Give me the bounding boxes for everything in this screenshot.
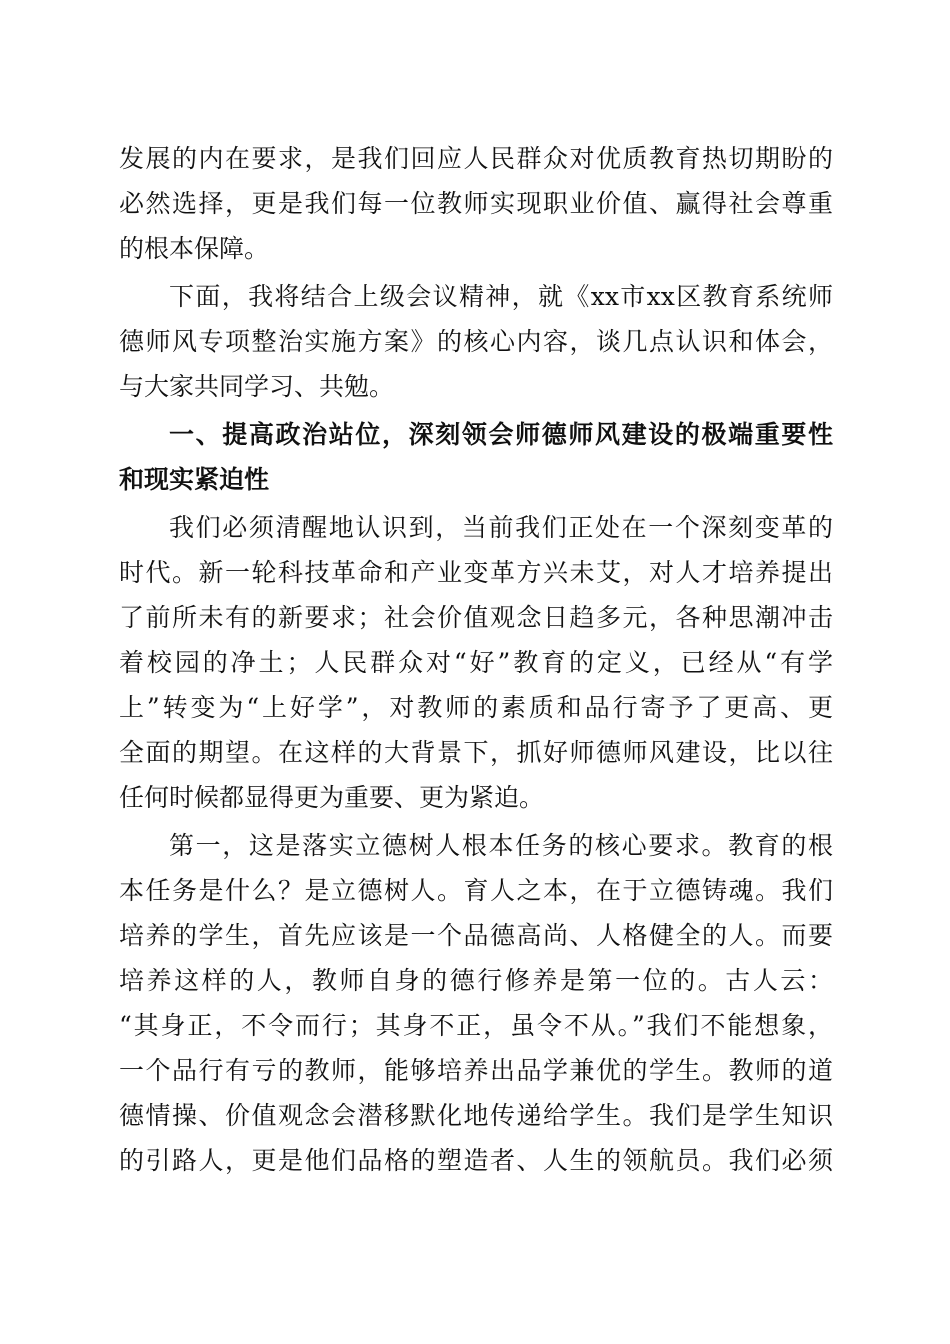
paragraph-line: 必然选择，更是我们每一位教师实现职业价值、赢得社会尊重 — [119, 189, 833, 218]
paragraph-line: “其身正，不令而行；其身不正，虽令不从。”我们不能想象， — [119, 1011, 833, 1040]
paragraph-line: 上”转变为“上好学”，对教师的素质和品行寄予了更高、更 — [119, 693, 833, 722]
paragraph-line: 全面的期望。在这样的大背景下，抓好师德师风建设，比以往 — [119, 738, 833, 767]
paragraph-line: 的根本保障。 — [119, 234, 270, 263]
paragraph-line: 下面，我将结合上级会议精神，就《xx市xx区教育系统师 — [169, 282, 833, 311]
paragraph-line: 任何时候都显得更为重要、更为紧迫。 — [119, 783, 545, 812]
paragraph-line: 一个品行有亏的教师，能够培养出品学兼优的学生。教师的道 — [119, 1056, 833, 1085]
paragraph-line: 时代。新一轮科技革命和产业变革方兴未艾，对人才培养提出 — [119, 558, 833, 587]
section-heading-line: 和现实紧迫性 — [119, 465, 270, 494]
section-heading-line: 一、提高政治站位，深刻领会师德师风建设的极端重要性 — [169, 420, 833, 449]
paragraph-line: 的引路人，更是他们品格的塑造者、人生的领航员。我们必须 — [119, 1146, 833, 1175]
paragraph-line: 我们必须清醒地认识到，当前我们正处在一个深刻变革的 — [169, 513, 833, 542]
paragraph-line: 与大家共同学习、共勉。 — [119, 372, 395, 401]
paragraph-line: 培养的学生，首先应该是一个品德高尚、人格健全的人。而要 — [119, 921, 833, 950]
paragraph-line: 德师风专项整治实施方案》的核心内容，谈几点认识和体会， — [119, 327, 833, 356]
paragraph-line: 培养这样的人，教师自身的德行修养是第一位的。古人云： — [119, 966, 833, 995]
paragraph-line: 本任务是什么？是立德树人。育人之本，在于立德铸魂。我们 — [119, 876, 833, 905]
paragraph-line: 发展的内在要求，是我们回应人民群众对优质教育热切期盼的 — [119, 144, 833, 173]
paragraph-line: 德情操、价值观念会潜移默化地传递给学生。我们是学生知识 — [119, 1101, 833, 1130]
paragraph-line: 第一，这是落实立德树人根本任务的核心要求。教育的根 — [169, 831, 833, 860]
paragraph-line: 着校园的净土；人民群众对“好”教育的定义，已经从“有学 — [119, 648, 833, 677]
paragraph-line: 了前所未有的新要求；社会价值观念日趋多元，各种思潮冲击 — [119, 603, 833, 632]
